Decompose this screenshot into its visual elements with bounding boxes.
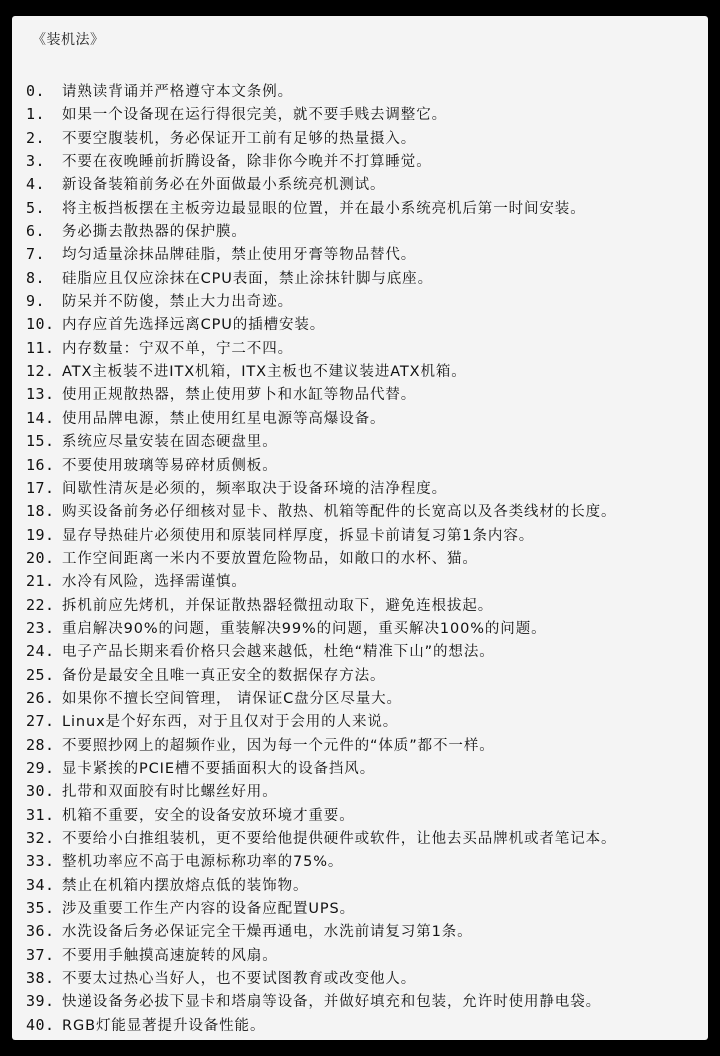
rule-text: 工作空间距离一米内不要放置危险物品，如敞口的水杯、猫。 [62, 550, 478, 567]
rule-item [26, 150, 708, 173]
rule-text: 不要在夜晚睡前折腾设备，除非你今晚并不打算睡觉。 [62, 154, 432, 171]
rule-number: 17. [26, 478, 55, 497]
rule-number: 18. [26, 502, 55, 521]
rule-text: 新设备装箱前务必在外面做最小系统亮机测试。 [62, 177, 386, 194]
rule-item [26, 734, 708, 757]
rule-number: 35. [26, 899, 55, 918]
rule-number: 34. [26, 875, 55, 894]
rule-text: 使用品牌电源，禁止使用红星电源等高爆设备。 [62, 410, 386, 427]
rule-text: 整机功率应不高于电源标称功率的75%。 [62, 854, 344, 871]
rule-item [26, 920, 708, 943]
rule-item [26, 594, 708, 617]
rule-text: 显存导热硅片必须使用和原装同样厚度，拆显卡前请复习第1条内容。 [62, 527, 535, 544]
rule-text: 均匀适量涂抹品牌硅脂，禁止使用牙膏等物品替代。 [62, 247, 417, 264]
rule-text: 使用正规散热器，禁止使用萝卜和水缸等物品代替。 [62, 387, 417, 404]
rule-number: 40. [26, 1015, 55, 1034]
rule-text: 不要用手触摸高速旋转的风扇。 [62, 947, 278, 964]
rule-number: 16. [26, 455, 55, 474]
rule-item [26, 664, 708, 687]
rule-number: 30. [26, 782, 55, 801]
rule-text: 购买设备前务必仔细核对显卡、散热、机箱等配件的长宽高以及各类线材的长度。 [62, 504, 617, 521]
rule-number: 39. [26, 992, 55, 1011]
rule-text: 电子产品长期来看价格只会越来越低，杜绝“精准下山”的想法。 [62, 644, 495, 661]
rule-number: 32. [26, 829, 55, 847]
rule-text: 如果你不擅长空间管理， 请保证C盘分区尽量大。 [62, 690, 402, 707]
rule-item [26, 990, 708, 1013]
rule-item [26, 710, 708, 733]
rule-item [26, 524, 708, 547]
rule-item [26, 220, 708, 243]
rule-item [26, 430, 708, 453]
rule-number: 33. [26, 852, 55, 871]
rule-item [26, 360, 708, 383]
rule-number: 8. [26, 268, 46, 287]
rule-text: 不要使用玻璃等易碎材质侧板。 [62, 457, 278, 474]
rule-text: 拆机前应先烤机，并保证散热器轻微扭动取下，避免连根拔起。 [62, 597, 494, 614]
rule-item [26, 547, 708, 570]
rule-item [26, 500, 708, 523]
rule-number: 2. [26, 128, 46, 147]
rule-item [26, 967, 708, 990]
rule-text: 内存应首先选择远离CPU的插槽安装。 [62, 317, 326, 334]
rule-number: 1. [26, 105, 46, 124]
rule-item [26, 827, 708, 850]
rule-text: 系统应尽量安装在固态硬盘里。 [62, 434, 278, 451]
rule-text: 涉及重要工作生产内容的设备应配置UPS。 [62, 901, 356, 918]
rule-item [26, 640, 708, 663]
rule-number: 29. [26, 758, 55, 777]
rule-text: 备份是最安全且唯一真正安全的数据保存方法。 [62, 667, 386, 684]
rule-item [26, 313, 708, 336]
rule-number: 15. [26, 432, 55, 451]
rule-item [26, 780, 708, 803]
rule-item [26, 1014, 708, 1037]
rule-text: 内存数量：宁双不单，宁二不四。 [62, 340, 293, 357]
rule-text: 不要太过热心当好人，也不要试图教育或改变他人。 [62, 971, 417, 988]
rule-item [26, 383, 708, 406]
rule-item [26, 103, 708, 126]
rule-item [26, 290, 708, 313]
rule-number: 31. [26, 805, 55, 824]
rule-text: 重启解决90%的问题，重装解决99%的问题，重买解决100%的问题。 [62, 620, 547, 637]
rule-number: 11. [26, 338, 55, 357]
rule-item [26, 687, 708, 710]
rule-text: 如果一个设备现在运行得很完美，就不要手贱去调整它。 [62, 107, 447, 124]
document-page [12, 16, 708, 1040]
rule-number: 10. [26, 315, 55, 334]
rule-item [26, 407, 708, 430]
rule-number: 5. [26, 198, 46, 217]
rule-text: 务必撕去散热器的保护膜。 [62, 224, 247, 241]
rule-number: 37. [26, 945, 55, 964]
rule-text: 水冷有风险，选择需谨慎。 [62, 574, 247, 591]
rule-number: 7. [26, 245, 46, 264]
document-title: 《装机法》 [32, 32, 105, 48]
rule-item [26, 173, 708, 196]
rule-number: 19. [26, 525, 55, 544]
rule-item [26, 874, 708, 897]
rule-item [26, 570, 708, 593]
rules-list [26, 80, 708, 1037]
rule-item [26, 804, 708, 827]
rule-number: 26. [26, 688, 55, 707]
rule-item [26, 127, 708, 150]
rule-number: 14. [26, 408, 55, 427]
rule-text: ATX主板装不进ITX机箱，ITX主板也不建议装进ATX机箱。 [62, 364, 467, 381]
rule-number: 6. [26, 222, 46, 241]
rule-text: 请熟读背诵并严格遵守本文条例。 [62, 84, 293, 100]
rule-text: 硅脂应且仅应涂抹在CPU表面，禁止涂抹针脚与底座。 [62, 270, 433, 287]
rule-number: 24. [26, 642, 55, 661]
rule-text: 水洗设备后务必保证完全干燥再通电，水洗前请复习第1条。 [62, 924, 473, 941]
rule-number: 0. [26, 82, 46, 100]
rule-item [26, 197, 708, 220]
rule-number: 38. [26, 969, 55, 988]
rule-text: 防呆并不防傻，禁止大力出奇迹。 [62, 294, 293, 311]
rule-number: 28. [26, 735, 55, 754]
rule-text: Linux是个好东西，对于且仅对于会用的人来说。 [62, 714, 399, 731]
rule-number: 25. [26, 665, 55, 684]
rule-text: 扎带和双面胶有时比螺丝好用。 [62, 784, 278, 801]
rule-item [26, 944, 708, 967]
rule-number: 13. [26, 385, 55, 404]
rule-item [26, 757, 708, 780]
rule-number: 12. [26, 362, 55, 381]
rule-text: 快递设备务必拔下显卡和塔扇等设备，并做好填充和包装，允许时使用静电袋。 [62, 994, 601, 1011]
rule-text: RGB灯能显著提升设备性能。 [62, 1017, 266, 1034]
rule-text: 间歇性清灰是必须的，频率取决于设备环境的洁净程度。 [62, 480, 447, 497]
rule-number: 27. [26, 712, 55, 731]
rule-number: 20. [26, 548, 55, 567]
rule-item [26, 477, 708, 500]
rule-number: 21. [26, 572, 55, 591]
rule-text: 不要空腹装机，务必保证开工前有足够的热量摄入。 [62, 130, 417, 147]
rule-item [26, 897, 708, 920]
rule-item [26, 243, 708, 266]
rule-text: 禁止在机箱内摆放熔点低的装饰物。 [62, 877, 309, 894]
rule-text: 机箱不重要，安全的设备安放环境才重要。 [62, 807, 355, 824]
rule-item [26, 267, 708, 290]
rule-item [26, 80, 708, 103]
rule-number: 4. [26, 175, 46, 194]
rule-text: 不要给小白推组装机，更不要给他提供硬件或软件，让他去买品牌机或者笔记本。 [62, 831, 617, 847]
rule-text: 将主板挡板摆在主板旁边最显眼的位置，并在最小系统亮机后第一时间安装。 [62, 200, 586, 217]
rule-text: 不要照抄网上的超频作业，因为每一个元件的“体质”都不一样。 [62, 737, 495, 754]
rule-number: 36. [26, 922, 55, 941]
rule-number: 23. [26, 618, 55, 637]
rule-item [26, 454, 708, 477]
rule-number: 9. [26, 292, 46, 311]
rule-item [26, 850, 708, 873]
rule-item [26, 337, 708, 360]
rule-number: 3. [26, 152, 46, 171]
rule-item [26, 617, 708, 640]
rule-text: 显卡紧挨的PCIE槽不要插面积大的设备挡风。 [62, 760, 376, 777]
rule-number: 22. [26, 595, 55, 614]
